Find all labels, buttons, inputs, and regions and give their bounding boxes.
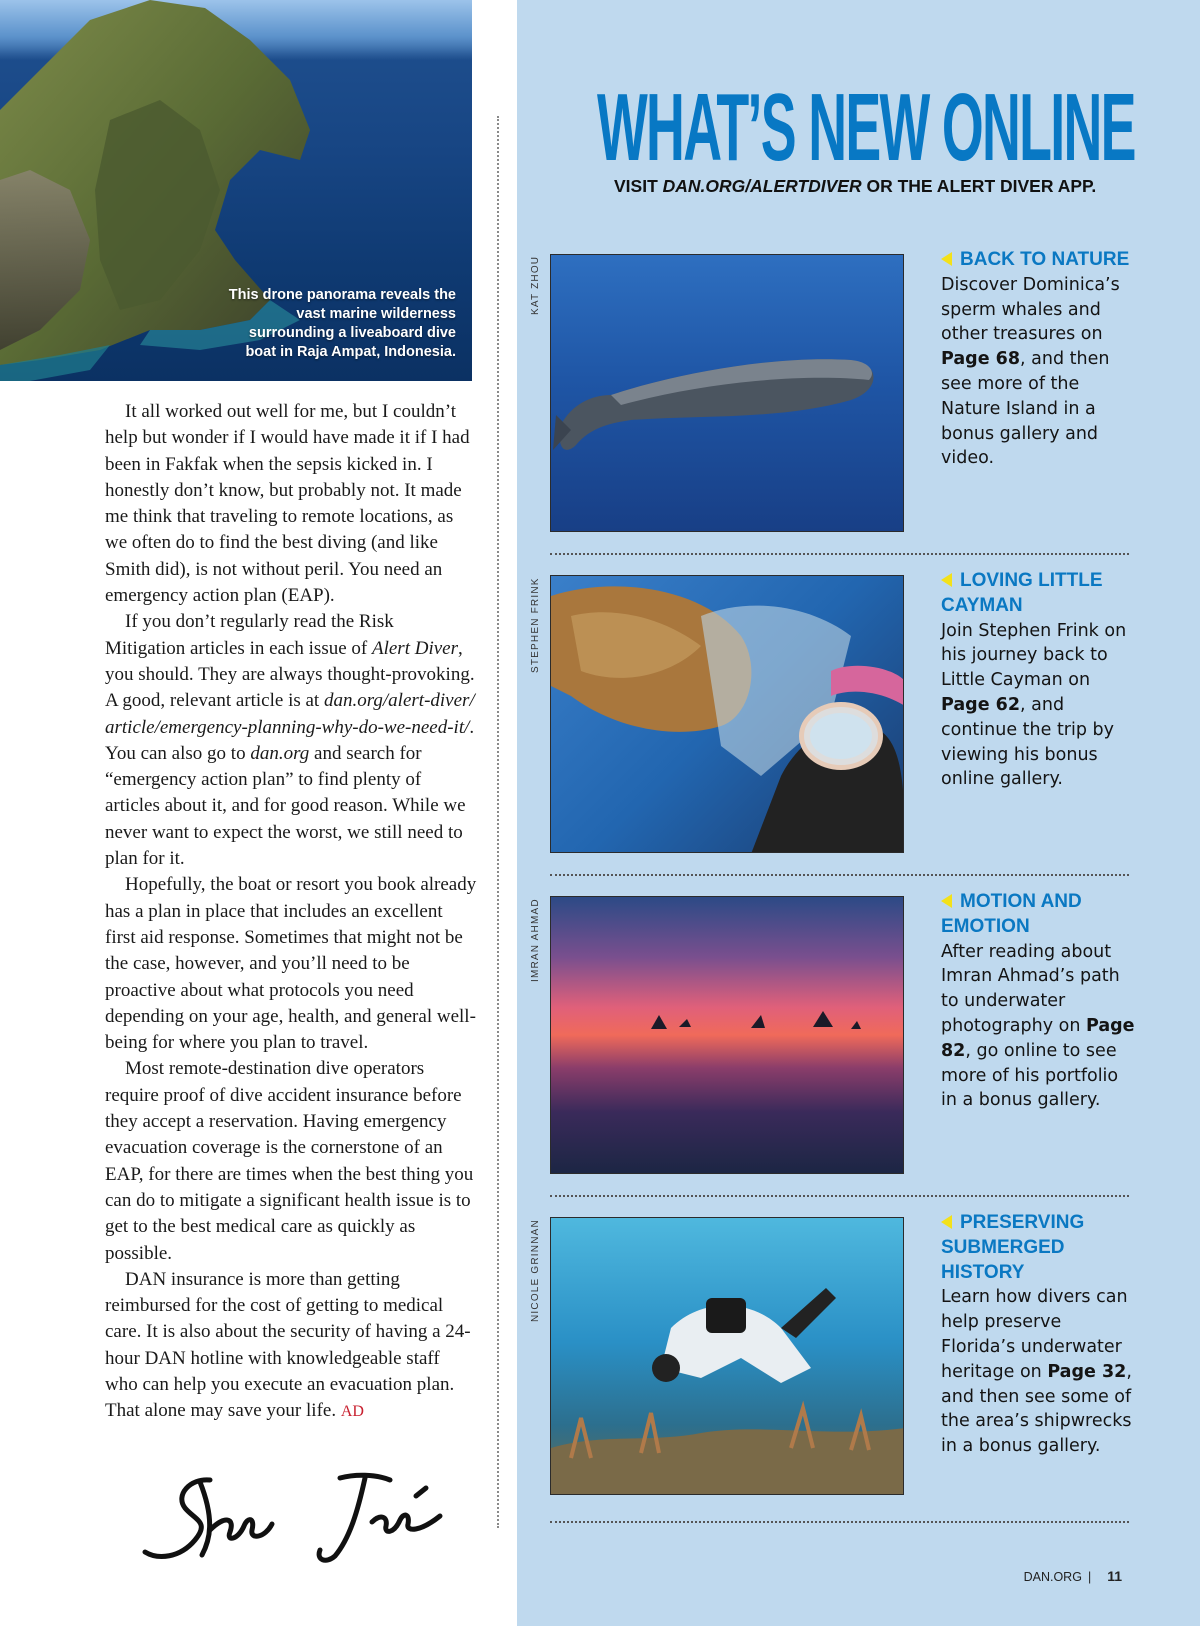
item-body: Join Stephen Frink on his journey back to Little Cayman on Page 62, and continue the trip by viewing his bonus online gallery.: [941, 620, 1127, 790]
arrow-icon: [941, 894, 952, 908]
photo-credit: KAT ZHOU: [530, 256, 541, 316]
panel-headline: WHAT’S NEW ONLINE: [597, 74, 1135, 181]
item-body: After reading about Imran Ahmad’s path to underwater photography on Page 82, go online to see more of his portfolio in a bonus gallery.: [941, 941, 1135, 1111]
item-text: [941, 248, 1136, 471]
item-title[interactable]: BACK TO NATURE: [941, 248, 1136, 273]
item-divider: [550, 1195, 1129, 1197]
item-body: Discover Dominica’s sperm whales and other treasures on Page 68, and then see more of the Nature Island in a bonus gallery and video.: [941, 274, 1120, 469]
footer-site[interactable]: DAN.ORG: [1023, 1570, 1082, 1584]
paragraph: If you don’t regularly read the Risk Mitigation articles in each issue of Alert Diver, you should. They are always thought-provoking. A good, relevant article is at dan.org/alert-diver/article/emergency-planning-why-do-we-need-it/. You can also go to dan.org and search for “emergency action plan” to find plenty of articles about it, and for good reason. While we never want to expect the worst, we still need to plan for it.: [105, 611, 475, 870]
signature: [140, 1460, 460, 1570]
item-text: [941, 890, 1136, 1113]
page-number: 11: [1107, 1568, 1122, 1584]
paragraph: DAN insurance is more than getting reimbursed for the cost of getting to medical care. It is also about the security of having a 24-hour DAN hotline with knowledgeable staff who can help you execute an evacuation plan. That alone may save your life. AD: [105, 1268, 471, 1422]
item-divider: [550, 874, 1129, 876]
sperm-whale-photo: [550, 254, 904, 532]
photo-credit: IMRAN AHMAD: [530, 898, 541, 982]
paragraph: Most remote-destination dive operators require proof of dive accident insurance before they accept a reservation. Having emergency evacuation coverage is the cornerstone of an EAP, for there are times when the best thing you can do to mitigate a significant health issue is to get to the best medical care as quickly as possible.: [105, 1058, 474, 1264]
item-divider: [550, 553, 1129, 555]
photo-credit: NICOLE GRINNAN: [530, 1219, 541, 1322]
paragraph: It all worked out well for me, but I couldn’t help but wonder if I would have made it if I had been in Fakfak when the sepsis kicked in. I honestly don’t know, but probably not. It made me think that traveling to remote locations, as we often do to find the best diving (and like Smith did), is not without peril. You need an emergency action plan (EAP).: [105, 401, 470, 607]
panel-subline: VISIT DAN.ORG/ALERTDIVER OR THE ALERT DIVER APP.: [614, 176, 1097, 196]
column-divider: [497, 116, 499, 1528]
dan-link[interactable]: dan.org: [250, 742, 310, 764]
photo-caption: This drone panorama reveals the vast marine wilderness surrounding a liveaboard dive boat in Raja Ampat, Indonesia.: [228, 287, 456, 360]
item-text: [941, 569, 1136, 792]
article-body: [105, 399, 477, 1426]
item-loving-little-cayman: [530, 570, 1130, 855]
article-link[interactable]: dan.org/alert-diver/article/emergency-planning-why-do-we-need-it/: [105, 690, 475, 738]
sunset-fins-photo: [550, 896, 904, 1174]
arrow-icon: [941, 573, 952, 587]
grouper-diver-photo: [550, 575, 904, 853]
page-footer: [1024, 1568, 1122, 1584]
photo-credit: STEPHEN FRINK: [530, 577, 541, 673]
arrow-icon: [941, 252, 952, 266]
item-title[interactable]: LOVING LITTLE CAYMAN: [941, 570, 1103, 616]
item-body: Learn how divers can help preserve Florida’s underwater heritage on Page 32, and then see some of the area’s shipwrecks in a bonus gallery.: [941, 1287, 1132, 1457]
arrow-icon: [941, 1215, 952, 1229]
hero-photo: [0, 0, 472, 381]
end-mark: AD: [340, 1403, 364, 1421]
footer-separator: |: [1087, 1570, 1092, 1584]
paragraph: Hopefully, the boat or resort you book already has a plan in place that includes an excellent first aid response. Sometimes that might not be the case, however, and you’ll need to be proactive about what protocols you need depending on your age, health, and general well-being for where you plan to travel.: [105, 874, 477, 1054]
diver-reef-photo: [550, 1217, 904, 1495]
item-motion-and-emotion: [530, 891, 1135, 1176]
item-title[interactable]: PRESERVING SUBMERGED HISTORY: [941, 1212, 1085, 1283]
item-back-to-nature: [530, 249, 1130, 534]
item-title[interactable]: MOTION AND EMOTION: [941, 891, 1082, 937]
item-divider: [550, 1521, 1129, 1523]
item-preserving-submerged-history: [530, 1212, 1132, 1497]
alert-diver-link[interactable]: DAN.ORG/ALERTDIVER: [662, 176, 862, 196]
item-text: [941, 1211, 1136, 1459]
